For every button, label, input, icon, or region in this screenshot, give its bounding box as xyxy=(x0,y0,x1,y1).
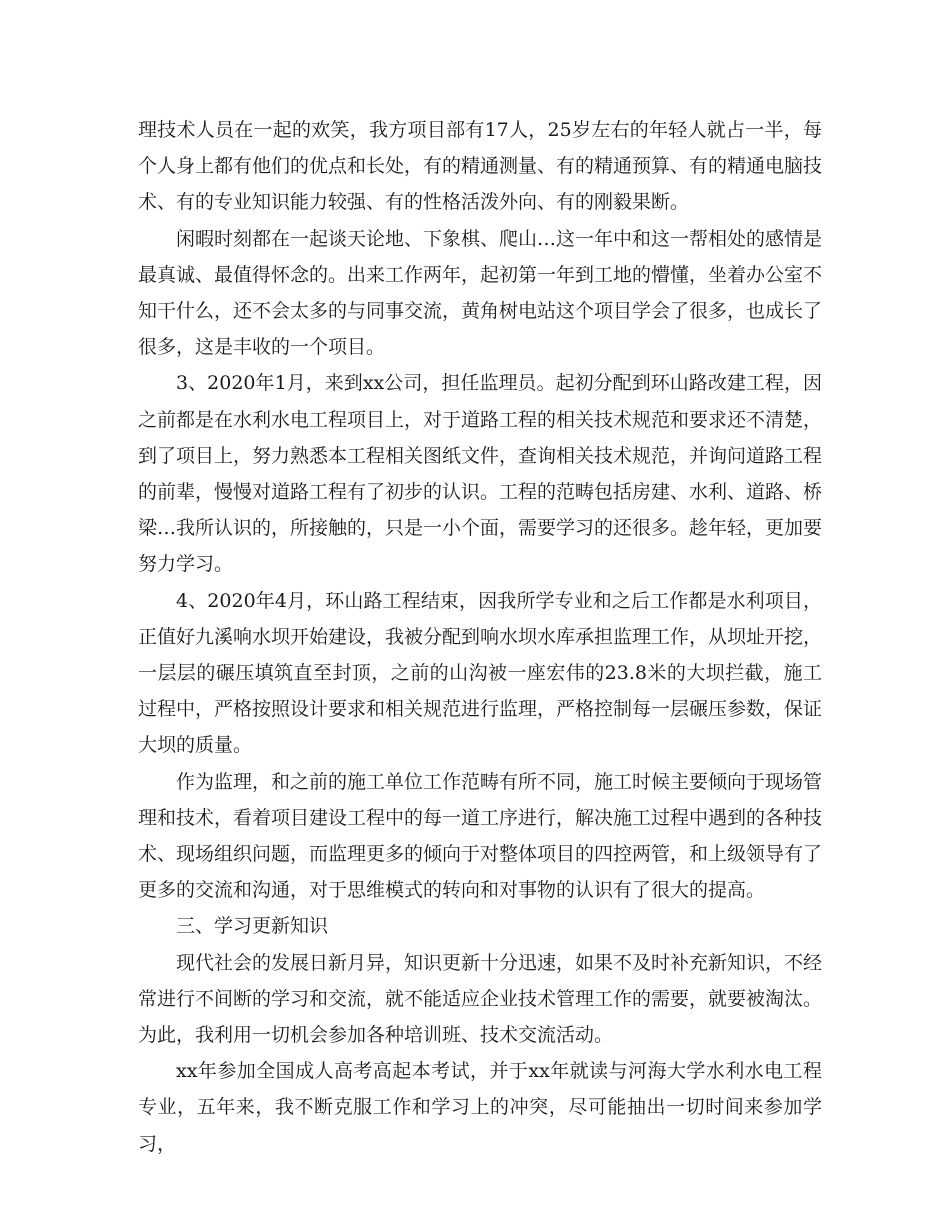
paragraph-item-4: 4、2020年4月，环山路工程结束，因我所学专业和之后工作都是水利项目，正值好九溪响水坝开始建设，我被分配到响水坝水库承担监理工作，从坝址开挖，一层层的碾压填筑直至封顶，之前的山沟被一座宏伟的23.8米的大坝拦截，施工过程中，严格按照设计要求和相关规范进行监理，严格控制每一层碾压参数，保证大坝的质量。 xyxy=(138,589,823,757)
paragraph-item-3: 3、2020年1月，来到xx公司，担任监理员。起初分配到环山路改建工程，因之前都是在水利水电工程项目上，对于道路工程的相关技术规范和要求还不清楚，到了项目上，努力熟悉本工程相关图纸文件，查询相关技术规范，并询问道路工程的前辈，慢慢对道路工程有了初步的认识。工程的范畴包括房建、水利、道路、桥梁…我所认识的，所接触的，只是一小个面，需要学习的还很多。趁年轻，更加要努力学习。 xyxy=(138,372,823,576)
paragraph-leisure-time: 闲暇时刻都在一起谈天论地、下象棋、爬山…这一年中和这一帮相处的感情是最真诚、最值得怀念的。出来工作两年，起初第一年到工地的懵懂，坐着办公室不知干什么，还不会太多的与同事交流，黄角树电站这个项目学会了很多，也成长了很多，这是丰收的一个项目。 xyxy=(138,227,823,359)
paragraph-modern-society: 现代社会的发展日新月异，知识更新十分迅速，如果不及时补充新知识，不经常进行不间断的学习和交流，就不能适应企业技术管理工作的需要，就要被淘汰。为此，我利用一切机会参加各种培训班、技术交流活动。 xyxy=(138,951,823,1047)
paragraph-supervision: 作为监理，和之前的施工单位工作范畴有所不同，施工时候主要倾向于现场管理和技术，看着项目建设工程中的每一道工序进行，解决施工过程中遇到的各种技术、现场组织问题，而监理更多的倾向于对整体项目的四控两管，和上级领导有了更多的交流和沟通，对于思维模式的转向和对事物的认识有了很大的提高。 xyxy=(138,770,823,902)
document-page xyxy=(138,112,822,1162)
paragraph-adult-exam: xx年参加全国成人高考高起本考试，并于xx年就读与河海大学水利水电工程专业，五年来，我不断克服工作和学习上的冲突，尽可能抽出一切时间来参加学习， xyxy=(138,1060,822,1155)
paragraph-team-members: 理技术人员在一起的欢笑，我方项目部有17人，25岁左右的年轻人就占一半，每个人身上都有他们的优点和长处，有的精通测量、有的精通预算、有的精通电脑技术、有的专业知识能力较强、有的性格活泼外向、有的刚毅果断。 xyxy=(138,119,823,214)
section-heading-learning: 三、学习更新知识 xyxy=(176,915,329,938)
